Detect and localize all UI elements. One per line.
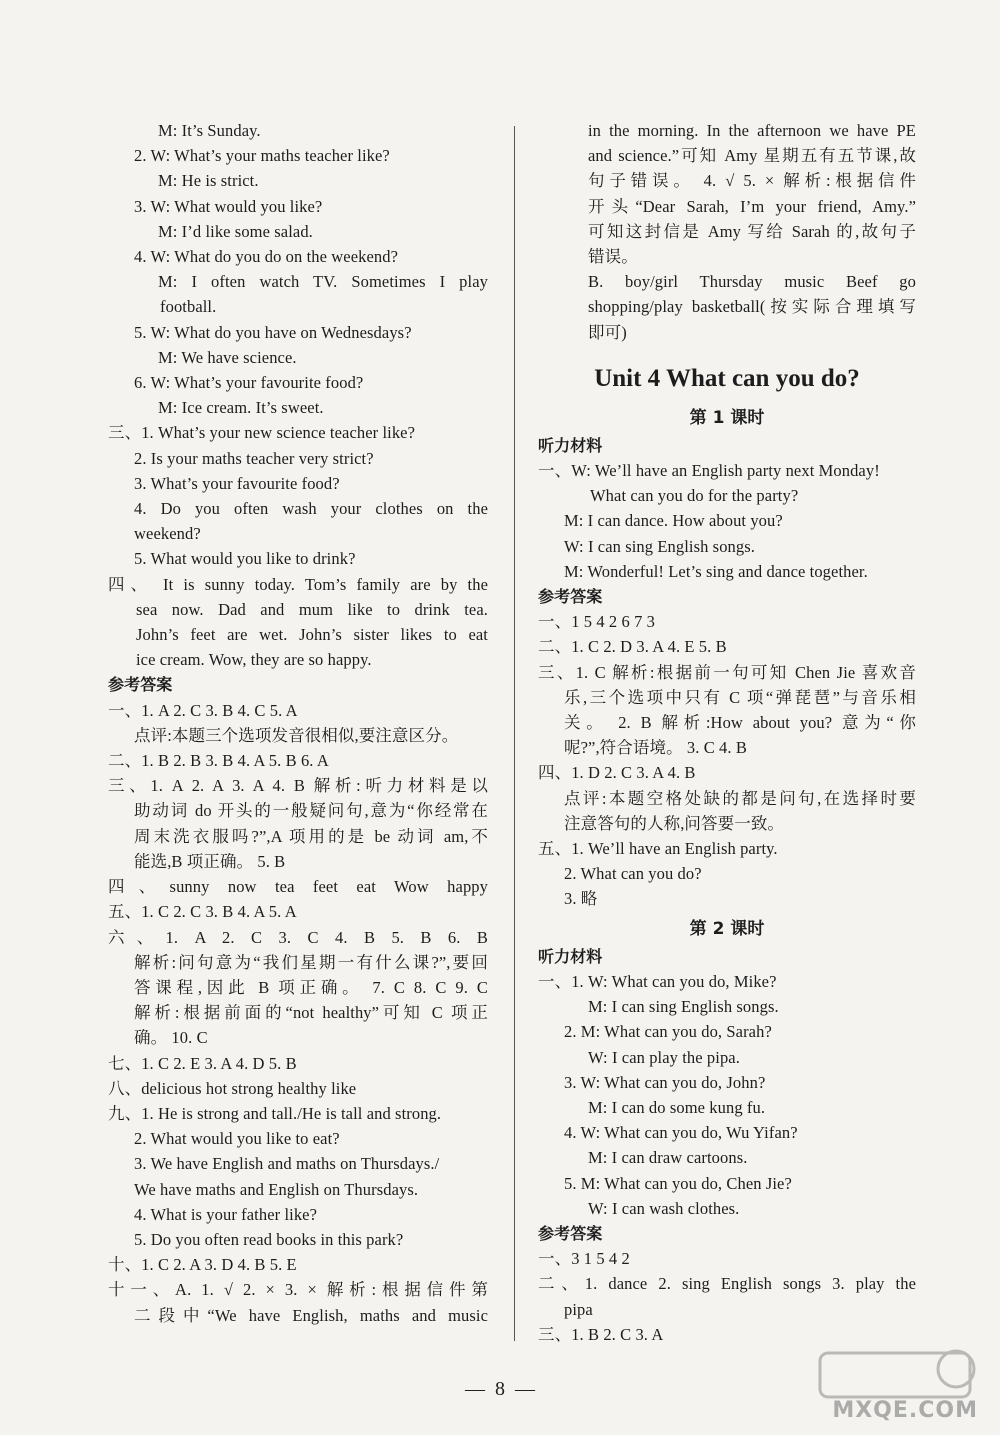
text-line: M: We have science. xyxy=(158,347,297,367)
section-heading: 参考答案 xyxy=(538,1223,603,1243)
unit-title: Unit 4 What can you do? xyxy=(594,364,860,392)
text-line: 七、1. C 2. E 3. A 4. D 5. B xyxy=(108,1053,297,1073)
text-line: 四、 It is sunny today. Tom’s family are by the xyxy=(108,574,488,594)
text-line: 一、1. W: What can you do, Mike? xyxy=(538,971,777,991)
text-line: M: I can draw cartoons. xyxy=(588,1148,748,1168)
lesson-2-content xyxy=(538,944,916,1347)
text-line: 五、1. C 2. C 3. B 4. A 5. A xyxy=(108,902,297,922)
right-column xyxy=(538,118,916,1347)
text-line: weekend? xyxy=(134,524,201,544)
text-line: 三、1. C 解析:根据前一句可知 Chen Jie 喜欢音 xyxy=(538,662,916,682)
right-column-continuation xyxy=(538,118,916,345)
text-line: 开头“Dear Sarah, I’m your friend, Amy.” xyxy=(588,196,916,216)
text-line: pipa xyxy=(564,1299,593,1319)
text-line: 八、delicious hot strong healthy like xyxy=(108,1078,357,1098)
text-line: ice cream. Wow, they are so happy. xyxy=(136,650,372,670)
text-line: 注意答句的人称,问答要一致。 xyxy=(564,813,785,833)
lesson-2-title: 第 2 课时 xyxy=(689,918,765,939)
text-line: 解析:问句意为“我们星期一有什么课?”,要回 xyxy=(134,952,488,972)
text-line: M: It’s Sunday. xyxy=(158,121,261,140)
text-line: 二、1. dance 2. sing English songs 3. play the xyxy=(538,1274,916,1294)
text-line: 解析:根据前面的“not healthy”可知 C 项正 xyxy=(134,1003,488,1023)
watermark-text: MXQE.COM xyxy=(832,1398,978,1423)
text-line: W: I can wash clothes. xyxy=(588,1198,740,1218)
text-line: 2. W: What’s your maths teacher like? xyxy=(134,146,390,166)
text-line: M: He is strict. xyxy=(158,171,259,191)
section-heading: 参考答案 xyxy=(538,587,603,607)
text-line: 关。 2. B 解析:How about you? 意为“你 xyxy=(564,713,916,733)
text-line: and science.”可知 Amy 星期五有五节课,故 xyxy=(588,146,916,166)
text-line: 3. What’s your favourite food? xyxy=(134,473,340,493)
text-line: 六、1. A 2. C 3. C 4. B 5. B 6. B xyxy=(108,927,488,947)
section-heading: 听力材料 xyxy=(538,946,603,966)
left-column xyxy=(108,118,488,1328)
text-line: We have maths and English on Thursdays. xyxy=(134,1179,419,1199)
text-line: 错误。 xyxy=(588,247,638,267)
text-line: M: I can dance. How about you? xyxy=(564,511,783,531)
text-line: 3. We have English and maths on Thursdays./ xyxy=(134,1154,440,1174)
text-line: football. xyxy=(160,297,217,317)
text-line: 6. W: What’s your favourite food? xyxy=(134,373,364,393)
text-line: 一、1. A 2. C 3. B 4. C 5. A xyxy=(108,700,298,720)
text-line: 十、1. C 2. A 3. D 4. B 5. E xyxy=(108,1255,297,1275)
column-divider xyxy=(514,126,515,1341)
text-line: 点评:本题空格处缺的都是问句,在选择时要 xyxy=(564,788,916,808)
text-line: 5. Do you often read books in this park? xyxy=(134,1229,404,1249)
text-line: 4. W: What can you do, Wu Yifan? xyxy=(564,1123,798,1143)
text-line: 4. Do you often wash your clothes on the xyxy=(134,499,488,519)
text-line: W: I can sing English songs. xyxy=(564,536,756,556)
lesson-1-title: 第 1 课时 xyxy=(689,407,765,428)
text-line: 2. What would you like to eat? xyxy=(134,1129,340,1149)
text-line: 确。 10. C xyxy=(134,1028,208,1048)
text-line: 4. What is your father like? xyxy=(134,1204,318,1224)
text-line: What can you do for the party? xyxy=(590,486,799,506)
text-line: in the morning. In the afternoon we have PE xyxy=(588,121,916,140)
section-heading: 听力材料 xyxy=(538,435,603,455)
text-line: 二、1. B 2. B 3. B 4. A 5. B 6. A xyxy=(108,751,329,771)
text-line: 二段中“We have English, maths and music xyxy=(134,1305,488,1325)
text-line: 5. What would you like to drink? xyxy=(134,549,356,569)
text-line: 助动词 do 开头的一般疑问句,意为“你经常在 xyxy=(134,801,488,821)
text-line: M: Wonderful! Let’s sing and dance together. xyxy=(564,561,868,581)
text-line: M: I can sing English songs. xyxy=(588,997,779,1017)
section-heading: 参考答案 xyxy=(108,675,173,695)
text-line: 5. M: What can you do, Chen Jie? xyxy=(564,1173,792,1193)
lesson-1-content xyxy=(538,433,916,912)
text-line: shopping/play basketball(按实际合理填写 xyxy=(588,297,916,317)
text-line: M: I can do some kung fu. xyxy=(588,1097,766,1117)
text-line: 点评:本题三个选项发音很相似,要注意区分。 xyxy=(134,725,459,745)
text-line: 答课程,因此 B 项正确。 7. C 8. C 9. C xyxy=(134,977,488,997)
text-line: 呢?”,符合语境。 3. C 4. B xyxy=(564,738,747,758)
text-line: 一、W: We’ll have an English party next Monday! xyxy=(538,461,880,481)
text-line: 句子错误。 4. √ 5. × 解析:根据信件 xyxy=(588,171,916,191)
text-line: 一、3 1 5 4 2 xyxy=(538,1249,630,1269)
text-line: sea now. Dad and mum like to drink tea. xyxy=(136,599,488,619)
text-line: 四、1. D 2. C 3. A 4. B xyxy=(538,763,696,783)
text-line: 可知这封信是 Amy 写给 Sarah 的,故句子 xyxy=(588,221,916,241)
text-line: 3. 略 xyxy=(564,889,598,909)
text-line: M: I’d like some salad. xyxy=(158,221,313,241)
text-line: M: Ice cream. It’s sweet. xyxy=(158,398,324,418)
text-line: 周末洗衣服吗?”,A 项用的是 be 动词 am,不 xyxy=(134,826,488,846)
text-line: 二、1. C 2. D 3. A 4. E 5. B xyxy=(538,637,727,657)
text-line: 一、1 5 4 2 6 7 3 xyxy=(538,612,655,632)
text-line: 九、1. He is strong and tall./He is tall and strong. xyxy=(108,1103,442,1123)
text-line: 5. W: What do you have on Wednesdays? xyxy=(134,322,412,342)
text-line: 五、1. We’ll have an English party. xyxy=(538,839,778,859)
text-line: John’s feet are wet. John’s sister likes to eat xyxy=(136,625,488,645)
text-line: W: I can play the pipa. xyxy=(588,1047,740,1067)
text-line: 四、sunny now tea feet eat Wow happy xyxy=(108,877,488,897)
text-line: 2. What can you do? xyxy=(564,864,702,884)
text-line: 2. M: What can you do, Sarah? xyxy=(564,1022,772,1042)
text-line: M: I often watch TV. Sometimes I play xyxy=(158,272,488,292)
text-line: 三、1. What’s your new science teacher like? xyxy=(108,423,416,443)
text-line: 3. W: What would you like? xyxy=(134,196,323,216)
text-line: 乐,三个选项中只有 C 项“弹琵琶”与音乐相 xyxy=(564,687,916,707)
text-line: 4. W: What do you do on the weekend? xyxy=(134,247,399,267)
text-line: 3. W: What can you do, John? xyxy=(564,1072,766,1092)
text-line: 能选,B 项正确。 5. B xyxy=(134,851,286,871)
text-line: 2. Is your maths teacher very strict? xyxy=(134,448,374,468)
text-line: 三、1. B 2. C 3. A xyxy=(538,1324,664,1344)
text-line: B. boy/girl Thursday music Beef go xyxy=(588,272,916,292)
text-line: 十一、A. 1. √ 2. × 3. × 解析:根据信件第 xyxy=(108,1280,488,1300)
page-number: — 8 — xyxy=(465,1378,535,1400)
text-line: 三、1. A 2. A 3. A 4. B 解析:听力材料是以 xyxy=(108,776,488,796)
text-line: 即可) xyxy=(588,322,627,342)
